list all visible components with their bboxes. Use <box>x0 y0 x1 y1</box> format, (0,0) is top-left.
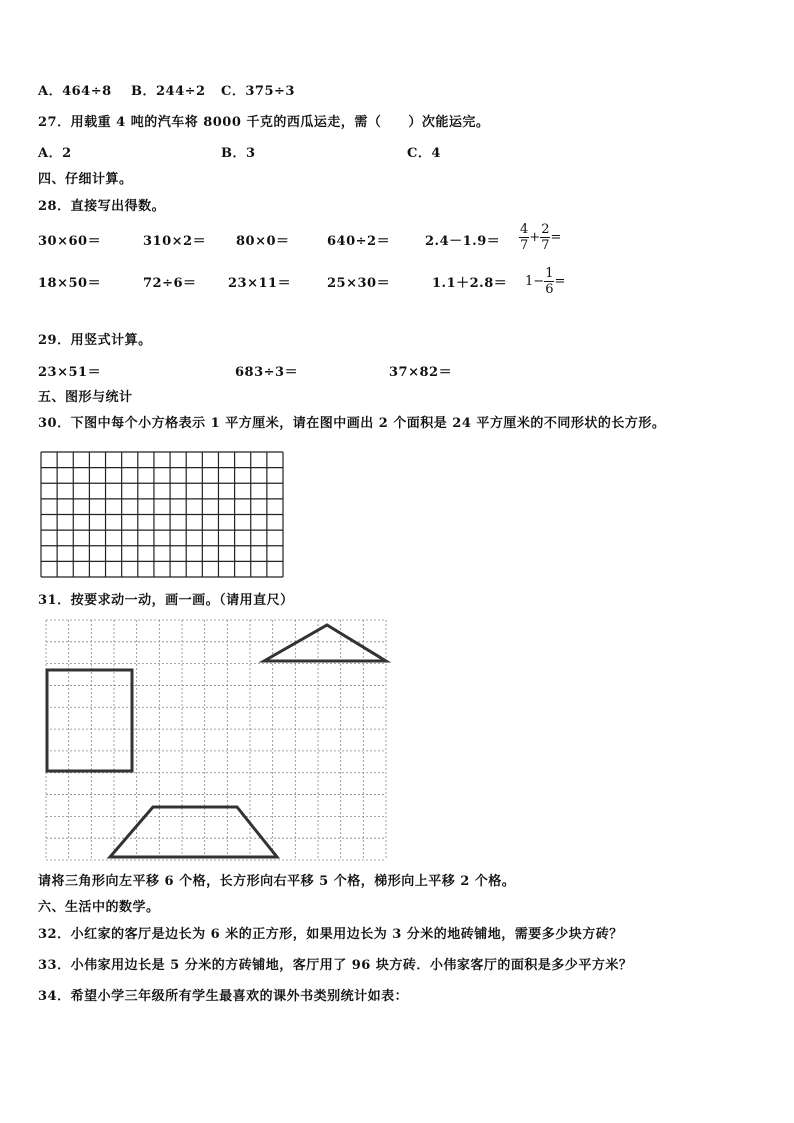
denominator: 7 <box>541 238 550 253</box>
q26-option-a: A．464÷8 <box>38 84 112 99</box>
denominator: 6 <box>545 282 554 297</box>
equals-sign: = <box>554 274 566 289</box>
q28-r1-item-3: 80×0＝ <box>236 234 290 249</box>
section-5-heading: 五、图形与统计 <box>38 390 133 405</box>
q27-option-c: C．4 <box>407 146 441 161</box>
q32-text: 32．小红家的客厅是边长为 6 米的正方形，如果用边长为 3 分米的地砖铺地，需要多少块方砖？ <box>38 927 623 942</box>
q30-square-grid <box>41 452 284 578</box>
fraction-1 <box>519 222 529 253</box>
fraction-2 <box>540 222 550 253</box>
q28-r2-item-3: 23×11＝ <box>228 276 292 291</box>
q28-r2-fraction-expression <box>525 266 565 297</box>
triangle-shape <box>264 625 386 661</box>
q30-stem: 30．下图中每个小方格表示 1 平方厘米，请在图中画出 2 个面积是 24 平方厘米的不同形状的长方形。 <box>38 416 666 431</box>
q27-option-b: B．3 <box>221 146 256 161</box>
section-6-heading: 六、生活中的数学。 <box>38 900 160 915</box>
minus-sign: − <box>533 274 545 289</box>
fraction <box>544 266 554 297</box>
q28-r1-fraction-expression <box>519 222 561 253</box>
q34-text: 34．希望小学三年级所有学生最喜欢的课外书类别统计如表： <box>38 989 409 1004</box>
equals-sign: = <box>550 230 562 245</box>
grid-lines <box>41 452 283 577</box>
grid-lines <box>46 620 386 860</box>
q28-r2-item-2: 72÷6＝ <box>143 276 197 291</box>
q31-dotted-grid <box>46 620 389 861</box>
q28-r1-item-1: 30×60＝ <box>38 234 102 249</box>
q29-item-1: 23×51＝ <box>38 365 102 380</box>
q28-r2-item-5: 1.1＋2.8＝ <box>432 276 508 291</box>
q28-stem: 28．直接写出得数。 <box>38 199 166 214</box>
q29-item-2: 683÷3＝ <box>235 365 299 380</box>
section-4-heading: 四、仔细计算。 <box>38 172 133 187</box>
plus-sign: + <box>529 230 541 245</box>
q31-stem: 31．按要求动一动，画一画。（请用直尺） <box>38 593 294 608</box>
q29-stem: 29．用竖式计算。 <box>38 333 152 348</box>
whole-number: 1 <box>525 274 534 289</box>
q26-option-c: C．375÷3 <box>221 84 295 99</box>
q27-stem: 27．用载重 4 吨的汽车将 8000 千克的西瓜运走，需（ ）次能运完。 <box>38 115 490 130</box>
denominator: 7 <box>520 238 529 253</box>
q28-r1-item-2: 310×2＝ <box>143 234 207 249</box>
numerator: 2 <box>541 222 550 237</box>
numerator: 4 <box>520 222 529 237</box>
q27-option-a: A．2 <box>38 146 72 161</box>
q28-r2-item-4: 25×30＝ <box>327 276 391 291</box>
q33-text: 33．小伟家用边长是 5 分米的方砖铺地，客厅用了 96 块方砖．小伟家客厅的面积是多少平方米？ <box>38 958 633 973</box>
q31-instruction: 请将三角形向左平移 6 个格，长方形向右平移 5 个格，梯形向上平移 2 个格。 <box>38 874 516 889</box>
numerator: 1 <box>545 266 554 281</box>
q28-r2-item-1: 18×50＝ <box>38 276 102 291</box>
trapezoid-shape <box>110 807 277 857</box>
q26-option-b: B．244÷2 <box>131 84 206 99</box>
q28-r1-item-4: 640÷2＝ <box>327 234 391 249</box>
q29-item-3: 37×82＝ <box>389 365 453 380</box>
q28-r1-item-5: 2.4－1.9＝ <box>425 234 501 249</box>
